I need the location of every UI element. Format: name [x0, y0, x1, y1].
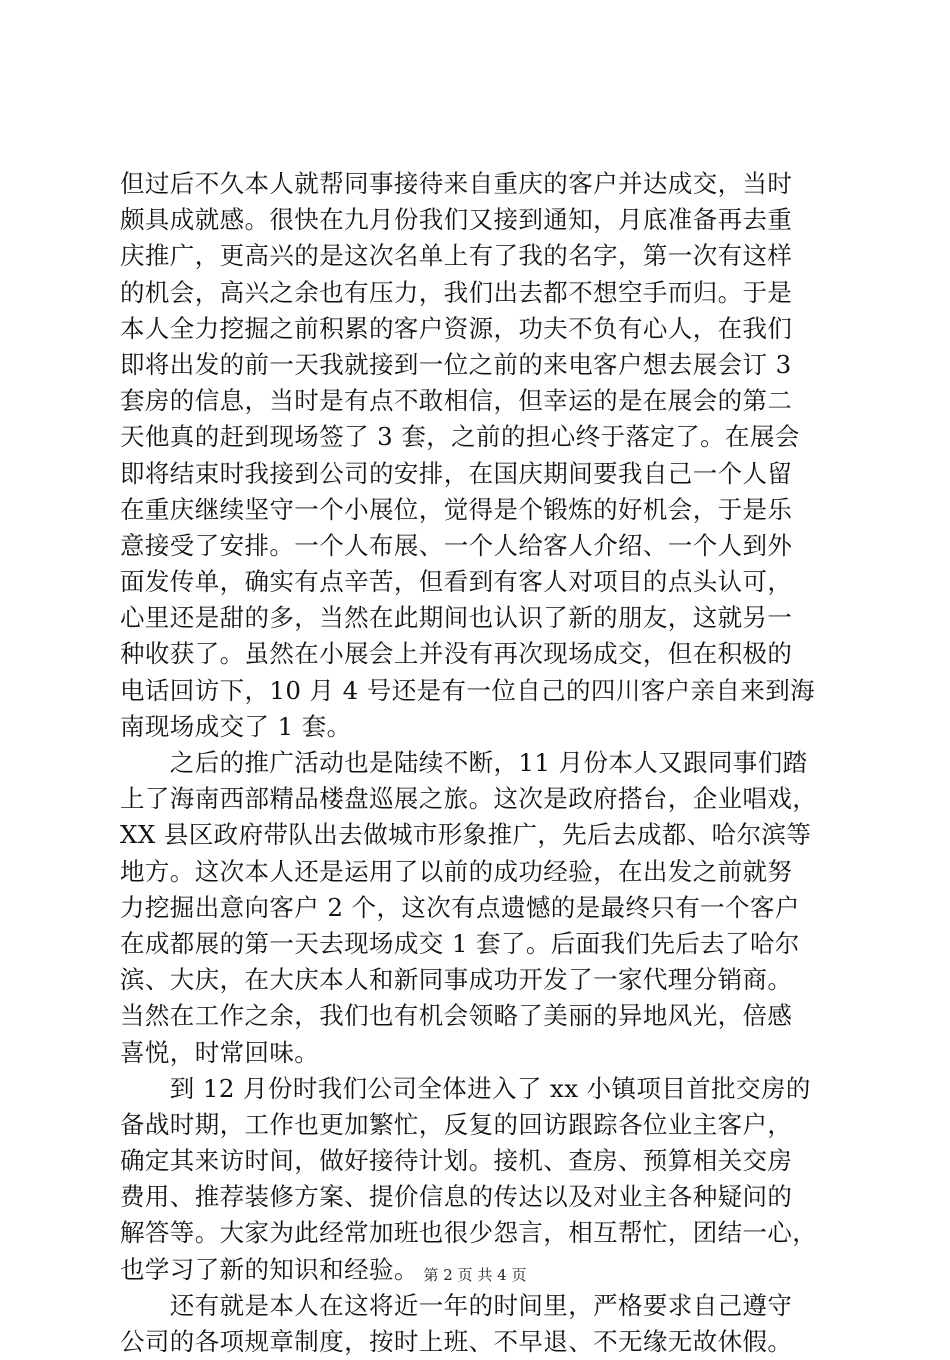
text-line: 地方。这次本人还是运用了以前的成功经验，在出发之前就努 [120, 856, 793, 886]
text-line: 确定其来访时间，做好接待计划。接机、查房、预算相关交房 [120, 1146, 793, 1176]
page-footer: 第 2 页 共 4 页 [423, 1266, 527, 1284]
text-line: 备战时期，工作也更加繁忙，反复的回访跟踪各位业主客户， [120, 1109, 793, 1139]
text-line: 到 12 月份时我们公司全体进入了 xx 小镇项目首批交房的 [120, 1073, 811, 1103]
text-line: 天他真的赶到现场签了 3 套，之前的担心终于落定了。在展会 [120, 422, 800, 452]
text-line: 套房的信息，当时是有点不敢相信，但幸运的是在展会的第二 [120, 386, 793, 416]
text-line: 庆推广，更高兴的是这次名单上有了我的名字，第一次有这样 [120, 241, 793, 271]
text-line: 喜悦，时常回味。 [120, 1037, 320, 1067]
text-line: 的机会，高兴之余也有压力，我们出去都不想空手而归。于是 [120, 277, 793, 307]
text-line: 意接受了安排。一个人布展、一个人给客人介绍、一个人到外 [120, 530, 793, 560]
text-line: 滨、大庆，在大庆本人和新同事成功开发了一家代理分销商。 [120, 965, 793, 995]
text-line: 但过后不久本人就帮同事接待来自重庆的客户并达成交，当时 [120, 169, 793, 198]
text-line: 南现场成交了 1 套。 [120, 711, 352, 741]
text-line: 电话回访下，10 月 4 号还是有一位自己的四川客户亲自来到海 [120, 675, 816, 705]
text-line: 在成都展的第一天去现场成交 1 套了。后面我们先后去了哈尔 [120, 928, 800, 958]
text-line: 还有就是本人在这将近一年的时间里，严格要求自己遵守 [120, 1290, 793, 1320]
text-line: 解答等。大家为此经常加班也很少怨言，相互帮忙，团结一心， [120, 1218, 818, 1248]
text-line: 心里还是甜的多，当然在此期间也认识了新的朋友，这就另一 [120, 603, 793, 633]
text-line: 公司的各项规章制度，按时上班、不早退、不无缘无故休假。 [120, 1327, 793, 1356]
text-line: 即将结束时我接到公司的安排，在国庆期间要我自己一个人留 [120, 458, 793, 488]
text-line: 本人全力挖掘之前积累的客户资源，功夫不负有心人，在我们 [120, 313, 793, 343]
text-line: 颇具成就感。很快在九月份我们又接到通知，月底准备再去重 [120, 205, 793, 235]
text-line: 之后的推广活动也是陆续不断，11 月份本人又跟同事们踏 [120, 748, 808, 777]
text-line: 当然在工作之余，我们也有机会领略了美丽的异地风光，倍感 [120, 1001, 793, 1031]
text-line: 在重庆继续坚守一个小展位，觉得是个锻炼的好机会，于是乐 [120, 494, 793, 524]
text-line: 力挖掘出意向客户 2 个，这次有点遗憾的是最终只有一个客户 [120, 892, 800, 922]
text-line: 种收获了。虽然在小展会上并没有再次现场成交，但在积极的 [120, 639, 793, 669]
text-line: 也学习了新的知识和经验。 [120, 1254, 419, 1284]
text-line: 费用、推荐装修方案、提价信息的传达以及对业主各种疑问的 [120, 1182, 793, 1212]
text-line: XX 县区政府带队出去做城市形象推广，先后去成都、哈尔滨等 [120, 820, 812, 850]
text-line: 即将出发的前一天我就接到一位之前的来电客户想去展会订 3 [120, 349, 792, 379]
text-line: 上了海南西部精品楼盘巡展之旅。这次是政府搭台，企业唱戏， [120, 784, 818, 814]
text-line: 面发传单，确实有点辛苦，但看到有客人对项目的点头认可， [120, 567, 793, 597]
body-text [120, 166, 832, 1360]
